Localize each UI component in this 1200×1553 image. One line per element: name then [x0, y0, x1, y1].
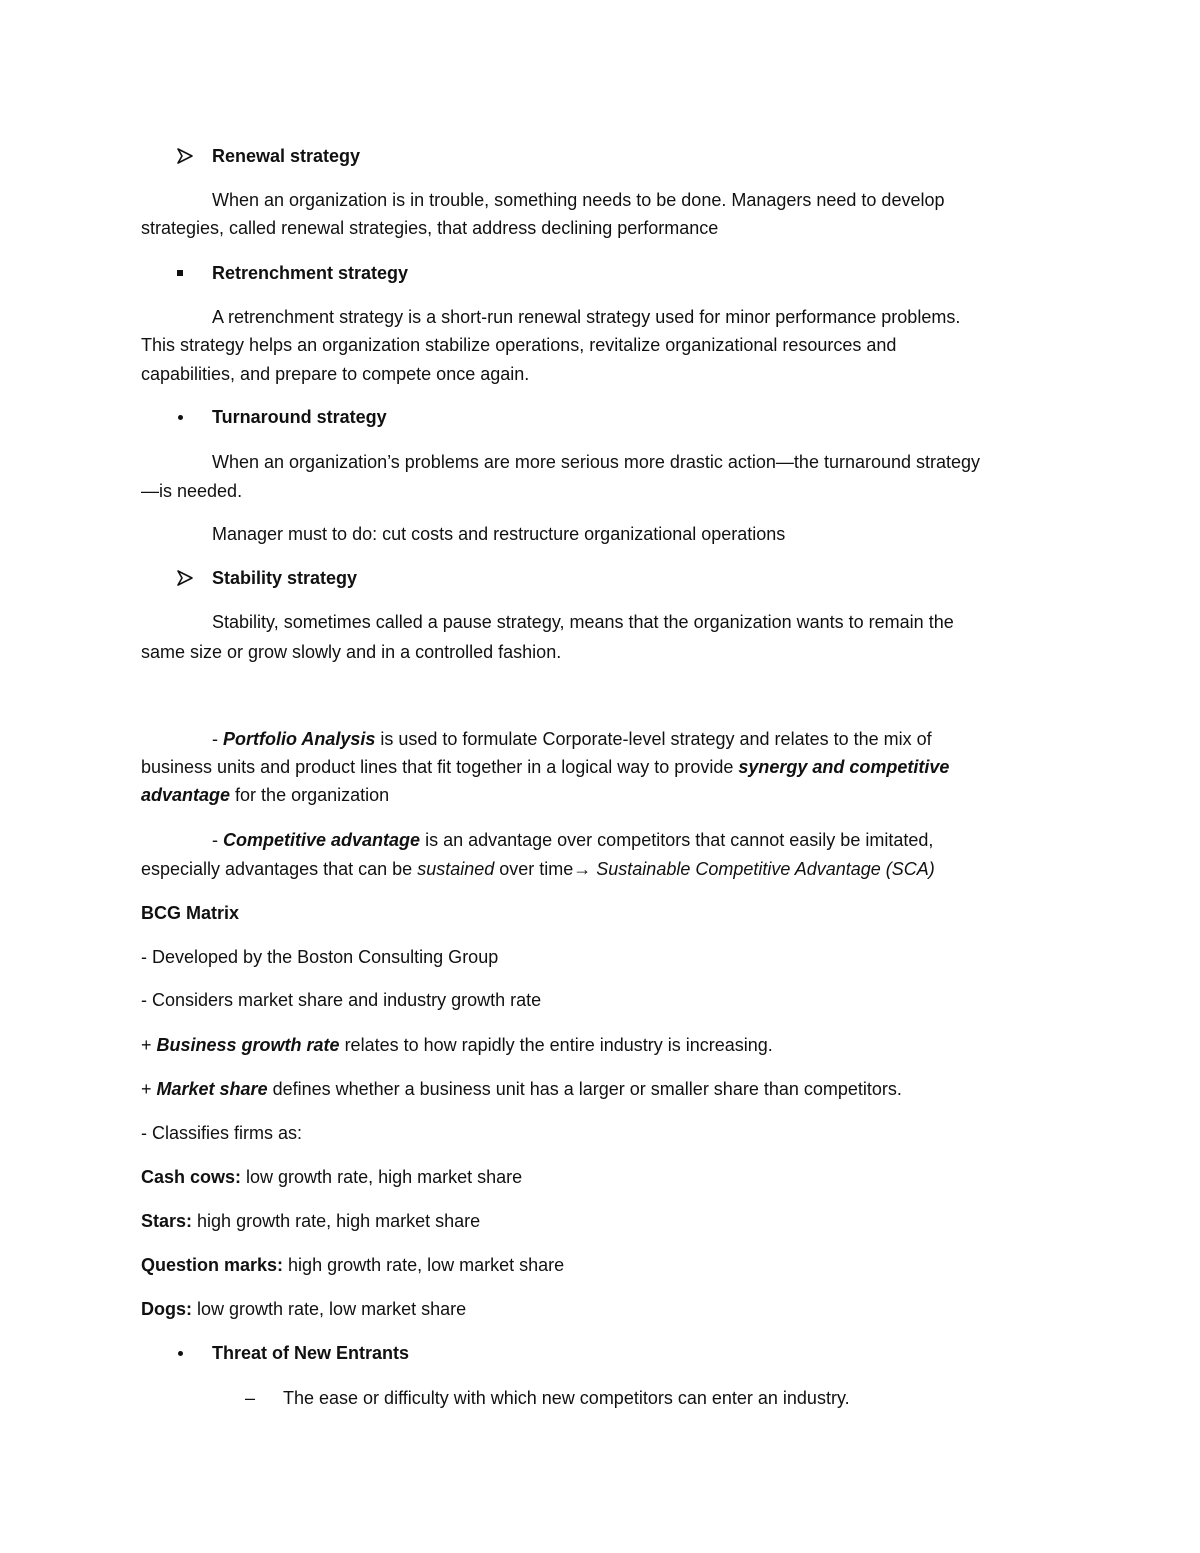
stability-text-line-1: Stability, sometimes called a pause strategy, means that the organization wants to remain the — [212, 612, 954, 632]
arrowhead-bullet-icon — [176, 147, 194, 165]
turnaround-text-line-3: Manager must to do: cut costs and restructure organizational operations — [212, 524, 786, 544]
bcg-classifies: - Classifies firms as: — [141, 1123, 303, 1143]
stability-heading: Stability strategy — [212, 568, 358, 588]
retrenchment-text-line-1: A retrenchment strategy is a short-run renewal strategy used for minor performance problems. — [212, 307, 961, 327]
right-arrow-icon: → — [573, 859, 592, 879]
threat-heading: Threat of New Entrants — [212, 1343, 410, 1363]
retrenchment-text-line-2: This strategy helps an organization stabilize operations, revitalize organizational resources and — [141, 335, 897, 355]
turnaround-heading: Turnaround strategy — [212, 407, 387, 427]
square-bullet-icon — [177, 270, 183, 276]
competitive-line-1: - Competitive advantage is an advantage over competitors that cannot easily be imitated, — [212, 830, 934, 850]
bcg-market-share: + Market share defines whether a business unit has a larger or smaller share than competitors. — [141, 1079, 902, 1099]
retrenchment-heading: Retrenchment strategy — [212, 263, 409, 283]
retrenchment-text-line-3: capabilities, and prepare to compete once again. — [141, 364, 530, 384]
turnaround-text-line-2: —is needed. — [141, 481, 243, 501]
bcg-dogs: Dogs: low growth rate, low market share — [141, 1299, 467, 1319]
turnaround-text-line-1: When an organization’s problems are more serious more drastic action—the turnaround strategy — [212, 452, 981, 472]
stability-text-line-2: same size or grow slowly and in a controlled fashion. — [141, 642, 562, 662]
bcg-stars: Stars: high growth rate, high market share — [141, 1211, 481, 1231]
portfolio-line-1: - Portfolio Analysis is used to formulate Corporate-level strategy and relates to the mix of — [212, 729, 932, 749]
threat-text: The ease or difficulty with which new competitors can enter an industry. — [283, 1388, 850, 1408]
dot-bullet-icon — [178, 1351, 183, 1356]
arrowhead-bullet-icon — [176, 569, 194, 587]
bcg-developed-by: - Developed by the Boston Consulting Group — [141, 947, 499, 967]
dot-bullet-icon — [178, 415, 183, 420]
renewal-text-line-1: When an organization is in trouble, something needs to be done. Managers need to develop — [212, 190, 945, 210]
competitive-line-2: especially advantages that can be sustained over time→ Sustainable Competitive Advantage (SCA) — [141, 859, 935, 879]
bcg-question-marks: Question marks: high growth rate, low market share — [141, 1255, 565, 1275]
renewal-heading: Renewal strategy — [212, 146, 361, 166]
bcg-growth-rate: + Business growth rate relates to how rapidly the entire industry is increasing. — [141, 1035, 773, 1055]
renewal-text-line-2: strategies, called renewal strategies, that address declining performance — [141, 218, 719, 238]
bcg-considers: - Considers market share and industry growth rate — [141, 990, 542, 1010]
threat-dash: – — [245, 1388, 256, 1408]
portfolio-line-3: advantage for the organization — [141, 785, 390, 805]
portfolio-line-2: business units and product lines that fit together in a logical way to provide synergy and competitive — [141, 757, 950, 777]
bcg-cash-cows: Cash cows: low growth rate, high market share — [141, 1167, 523, 1187]
bcg-heading: BCG Matrix — [141, 903, 240, 923]
